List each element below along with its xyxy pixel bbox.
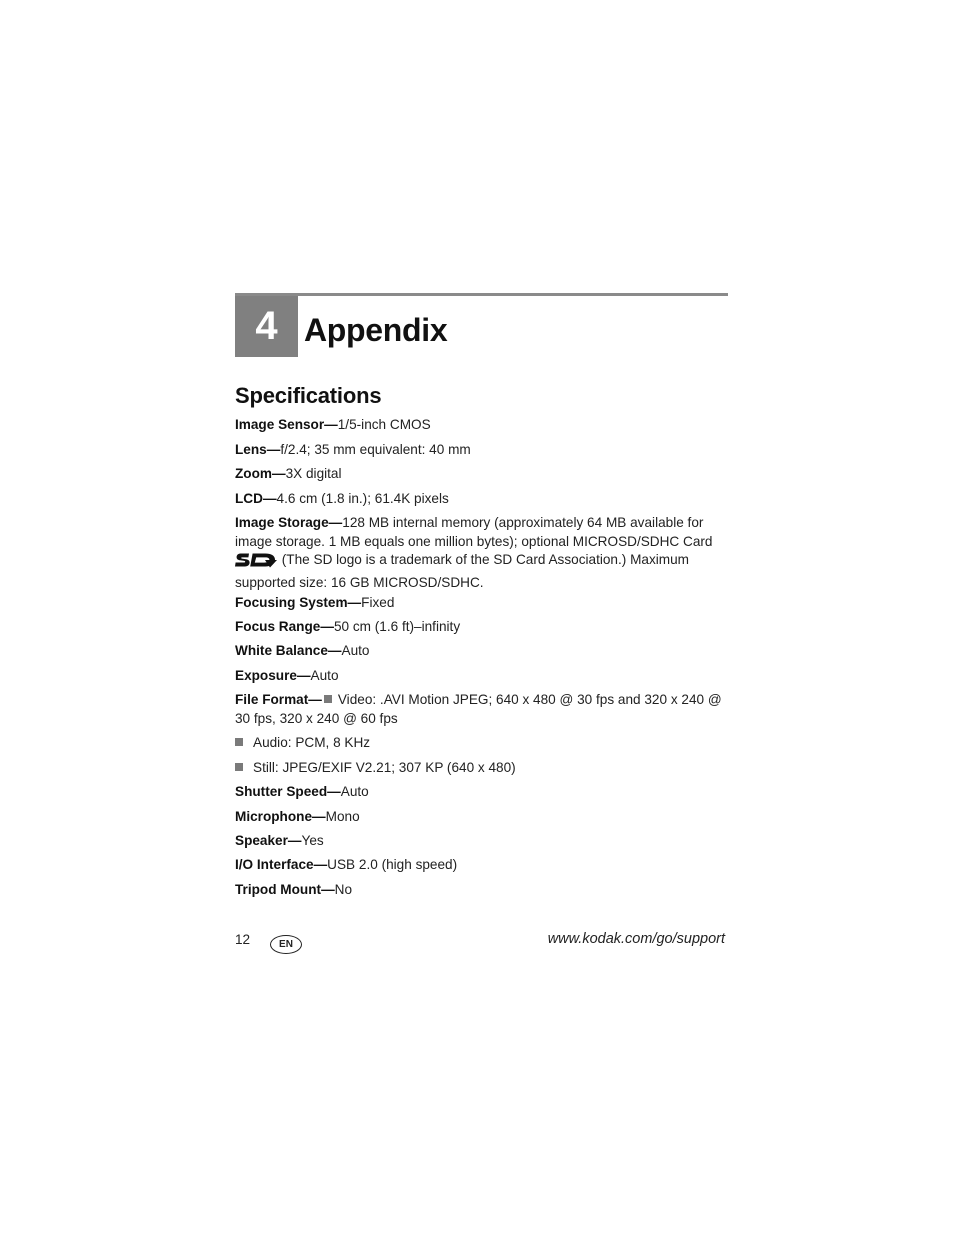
spec-io-interface — [235, 856, 730, 875]
section-title: Specifications — [235, 383, 382, 408]
spec-value: Auto — [340, 784, 369, 799]
spec-label: LCD— — [235, 491, 277, 506]
spec-value: 50 cm (1.6 ft)–infinity — [333, 619, 461, 634]
page-number: 12 — [235, 932, 251, 947]
spec-value: Fixed — [361, 595, 395, 610]
spec-value: Auto — [310, 668, 339, 683]
spec-microphone — [235, 808, 730, 827]
bullet-square-icon — [324, 695, 332, 703]
bullet-square-icon — [235, 738, 243, 746]
spec-label: Image Storage— — [235, 515, 343, 530]
spec-label: Tripod Mount— — [235, 882, 335, 897]
spec-file-format-still — [235, 759, 730, 778]
spec-white-balance — [235, 642, 730, 661]
spec-value-still: Still: JPEG/EXIF V2.21; 307 KP (640 x 480) — [253, 760, 516, 775]
spec-tripod-mount — [235, 881, 730, 900]
spec-shutter-speed — [235, 783, 730, 802]
spec-value: USB 2.0 (high speed) — [327, 857, 458, 872]
chapter-divider-rule — [235, 293, 728, 296]
spec-label: File Format— — [235, 692, 322, 707]
spec-exposure — [235, 667, 730, 686]
spec-focus-range — [235, 618, 730, 637]
spec-label: Focusing System— — [235, 595, 362, 610]
chapter-number: 4 — [255, 304, 278, 348]
spec-value: f/2.4; 35 mm equivalent: 40 mm — [280, 442, 471, 457]
spec-value-audio: Audio: PCM, 8 KHz — [253, 735, 371, 750]
spec-file-format — [235, 691, 730, 728]
spec-file-format-audio — [235, 734, 730, 753]
spec-value: Mono — [325, 809, 360, 824]
spec-label: Shutter Speed— — [235, 784, 341, 799]
spec-focusing-system — [235, 594, 730, 613]
sd-card-logo-icon — [235, 552, 278, 574]
spec-label: I/O Interface— — [235, 857, 328, 872]
chapter-number-box — [235, 296, 298, 357]
spec-speaker — [235, 832, 730, 851]
spec-label: Focus Range— — [235, 619, 334, 634]
support-url-link[interactable]: www.kodak.com/go/support — [547, 931, 725, 947]
spec-lens — [235, 441, 730, 460]
spec-value-continued: (The SD logo is a trademark of the SD Card Association.) Maximum supported size: 16 GB MICROSD/SDHC. — [235, 552, 689, 590]
spec-value: 1/5-inch CMOS — [337, 417, 431, 432]
spec-value: No — [334, 882, 353, 897]
spec-value: 4.6 cm (1.8 in.); 61.4K pixels — [276, 491, 449, 506]
language-badge: EN — [270, 935, 302, 954]
spec-image-storage — [235, 514, 730, 592]
bullet-square-icon — [235, 763, 243, 771]
spec-label: Microphone— — [235, 809, 326, 824]
spec-label: Image Sensor— — [235, 417, 338, 432]
spec-value: 3X digital — [285, 466, 342, 481]
spec-label: Exposure— — [235, 668, 311, 683]
spec-lcd — [235, 490, 730, 509]
spec-value-video: Video: .AVI Motion JPEG; 640 x 480 @ 30 fps and 320 x 240 @ 30 fps, 320 x 240 @ 60 fps — [235, 692, 722, 726]
spec-label: Lens— — [235, 442, 281, 457]
spec-value: 128 MB internal memory (approximately 64 MB available for image storage. 1 MB equals one million bytes); optional MICROSD/SDHC Card — [235, 515, 713, 549]
spec-value: Auto — [341, 643, 370, 658]
spec-label: Zoom— — [235, 466, 286, 481]
spec-image-sensor — [235, 416, 730, 435]
spec-value: Yes — [301, 833, 324, 848]
spec-label: Speaker— — [235, 833, 302, 848]
chapter-title: Appendix — [304, 312, 448, 348]
spec-label: White Balance— — [235, 643, 342, 658]
spec-zoom — [235, 465, 730, 484]
